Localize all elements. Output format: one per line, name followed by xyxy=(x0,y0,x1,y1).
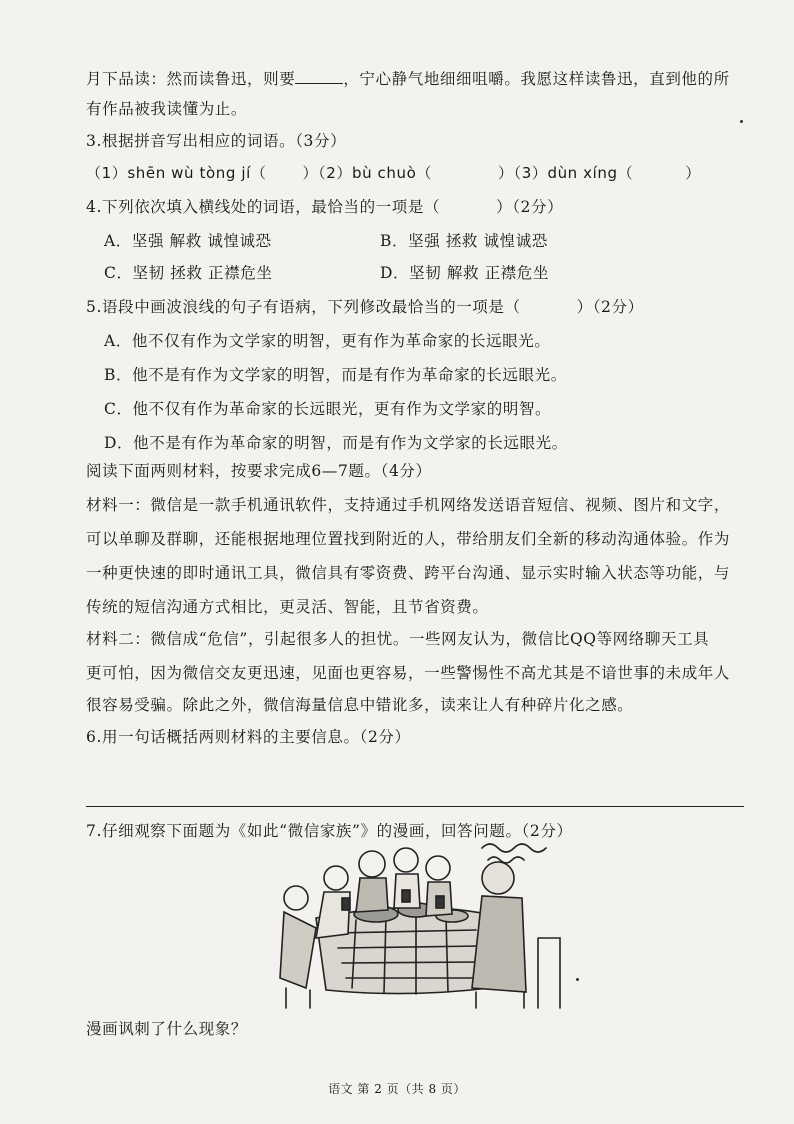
scan-speck xyxy=(576,978,579,981)
q4-option-d: D．坚韧 解救 正襟危坐 xyxy=(380,264,549,282)
q7-stem: 7.仔细观察下面题为《如此“微信家族”》的漫画，回答问题。（2分） xyxy=(86,822,573,840)
q3-item-close: ） xyxy=(685,164,701,182)
material1-line-4: 传统的短信沟通方式相比，更灵活、智能，且节省资费。 xyxy=(86,598,489,616)
reading-instruction: 阅读下面两则材料，按要求完成6—7题。（4分） xyxy=(86,462,432,480)
scan-speck xyxy=(740,120,743,123)
q4-stem xyxy=(86,196,754,218)
family-dinner-cartoon-icon xyxy=(276,838,566,1010)
q3-items xyxy=(86,162,754,184)
q6-stem: 6.用一句话概括两则材料的主要信息。（2分） xyxy=(86,728,411,746)
q5-stem-b: ）（2分） xyxy=(576,298,644,316)
q4-option-b: B．坚强 拯救 诚惶诚恐 xyxy=(380,232,548,250)
page-footer: 语文 第 2 页（共 8 页） xyxy=(328,1082,466,1096)
q5-stem-a: 5.语段中画波浪线的句子有语病，下列修改最恰当的一项是（ xyxy=(86,298,521,316)
q3-item-1: （1）shēn wù tòng jí（ xyxy=(86,164,267,182)
material1-line-3: 一种更快速的即时通讯工具，微信具有零资费、跨平台沟通、显示实时输入状态等功能，与 xyxy=(86,564,731,582)
q5-stem xyxy=(86,296,754,318)
intro-text-a: 月下品读：然而读鲁迅，则要 xyxy=(86,70,296,88)
q3-item-3: ）（3）dùn xíng（ xyxy=(498,164,634,182)
q7-subquestion: 漫画讽刺了什么现象？ xyxy=(86,1020,248,1038)
material2-line-3: 很容易受骗。除此之外，微信海量信息中错讹多，读来让人有种碎片化之感。 xyxy=(86,696,634,714)
q5-option-a: A．他不仅有作为文学家的明智，更有作为革命家的长远眼光。 xyxy=(104,332,551,350)
q4-stem-a: 4.下列依次填入横线处的词语，最恰当的一项是（ xyxy=(86,198,441,216)
intro-line-2: 有作品被我读懂为止。 xyxy=(86,100,248,118)
q4-stem-b: ）（2分） xyxy=(496,198,564,216)
intro-text-b: ，宁心静气地细细咀嚼。我愿这样读鲁迅，直到他的所 xyxy=(343,70,730,88)
q4-option-a: A．坚强 解救 诚惶诚恐 xyxy=(104,232,272,250)
q5-option-b: B．他不是有作为文学家的明智，而是有作为革命家的长远眼光。 xyxy=(104,366,567,384)
q5-option-d: D．他不是有作为革命家的明智，而是有作为文学家的长远眼光。 xyxy=(104,434,568,452)
q4-option-c: C．坚韧 拯救 正襟危坐 xyxy=(104,264,273,282)
material1-line-2: 可以单聊及群聊，还能根据地理位置找到附近的人，带给朋友们全新的移动沟通体验。作为 xyxy=(86,530,731,548)
material2-line-2: 更可怕，因为微信交友更迅速，见面也更容易，一些警惕性不高尤其是不谙世事的未成年人 xyxy=(86,664,731,682)
q3-item-2: ）（2）bù chuò（ xyxy=(302,164,432,182)
intro-line-1 xyxy=(86,68,754,90)
answer-line[interactable] xyxy=(86,806,744,807)
q5-option-c: C．他不仅有作为革命家的长远眼光，更有作为文学家的明智。 xyxy=(104,400,552,418)
material2-line-1: 材料二：微信成“危信”，引起很多人的担忧。一些网友认为，微信比QQ等网络聊天工具 xyxy=(86,630,710,648)
fill-blank[interactable] xyxy=(295,69,343,84)
q3-stem: 3.根据拼音写出相应的词语。（3分） xyxy=(86,132,347,150)
material1-line-1: 材料一：微信是一款手机通讯软件，支持通过手机网络发送语音短信、视频、图片和文字， xyxy=(86,496,731,514)
